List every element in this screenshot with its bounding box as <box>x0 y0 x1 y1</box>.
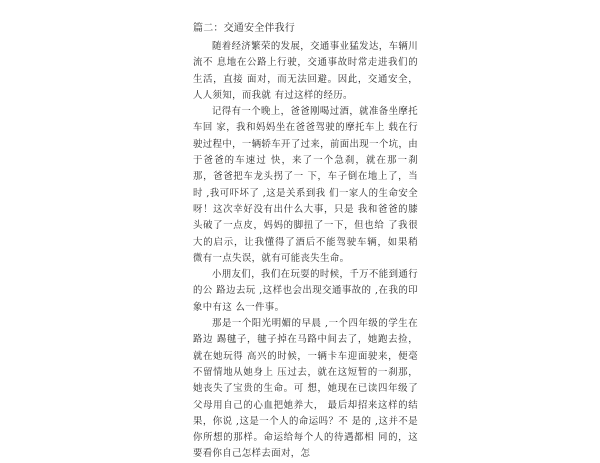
paragraph-memory: 记得有一个晚上，爸爸刚喝过酒，就准备坐摩托车回 家，我和妈妈坐在爸爸驾驶的摩托车上 载在行驶过程中，一辆轿车开了过来，前面出现一个坑，由于爸爸的车速过 快，来了一个急刹，就在那一刹那，爸爸把车龙头拐了一 下，车子倒在地上了，当时 ,我可吓坏了 ,这是关系到我 们一家人的生命安全呀！这次幸好没有出什么大事，只是 我和爸爸的膝头破了一点皮，妈妈的脚扭了一下，但也给 了我很大的启示，让我懂得了酒后不能驾驶车辆，如果稍 微有一点失误，就有可能丧失生命。 <box>193 106 418 264</box>
paragraph-story: 那是一个阳光明媚的早晨 ,一个四年级的学生在路边 踢毽子，毽子掉在马路中间去了，她跑去捡，就在她玩得 高兴的时候，一辆卡车迎面驶来，便毫不留情地从她身上 压过去，就在这短暂的一刹那，她丧失了宝贵的生命。可 想，她现在已读四年级了 父母用自己的心血把她养大， 最后却招来这样的结果，你说 ,这是一个人的命运吗？不 是的 ,这并不是你所想的那样。命运给每个人的待遇都相 同的，这要看你自己怎样去面对，怎 <box>193 318 418 460</box>
paragraph-warning: 小朋友们，我们在玩耍的时候，千万不能到通行的公 路边去玩 ,这样也会出现交通事故的 ,在我的印象中有这 么一件事。 <box>193 269 418 313</box>
article-title: 篇二：交通安全伴我行 <box>193 23 295 34</box>
paragraph-intro: 随着经济繁荣的发展，交通事业猛发达，车辆川流不 息地在公路上行驶，交通事故时常走进我们的生活，直接 面对，而无法回避。因此，交通安全，人人须知，而我就 有过这样的经历。 <box>193 41 418 101</box>
article-body <box>193 22 418 463</box>
